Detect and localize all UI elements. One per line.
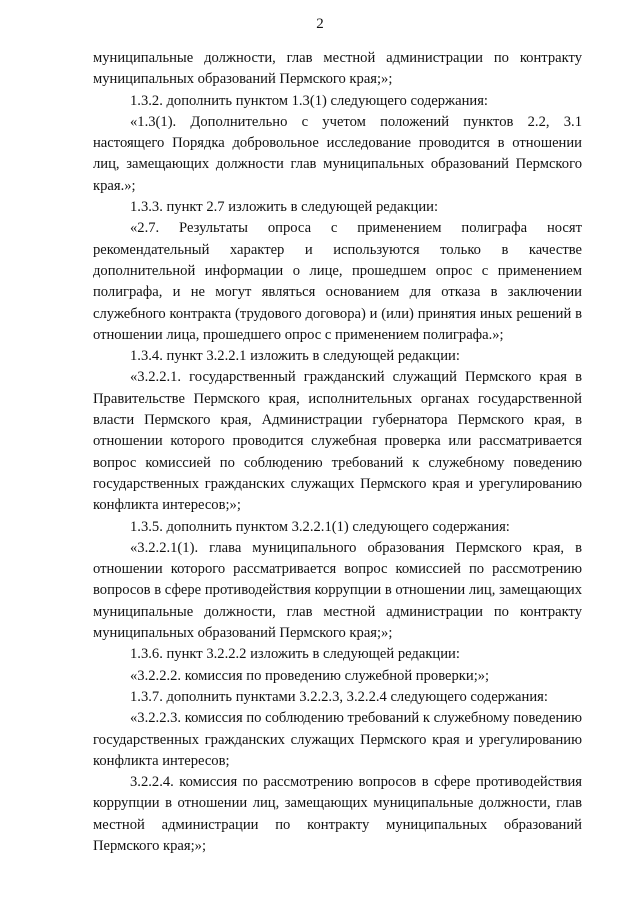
paragraph-quote-3-2-2-3: «3.2.2.3. комиссия по соблюдению требований к служебному поведению государственных гражданских служащих Пермского края и урегулированию конфликта интересов; (93, 710, 582, 769)
paragraph-quote-3-2-2-1-1: «3.2.2.1(1). глава муниципального образования Пермского края, в отношении которого рассматривается вопрос комиссией по рассмотрению вопросов в сфере противодействия коррупции в отношении лиц, замещающих муниципальные должности, глав местной администрации по контракту муниципальных образований Пермского края;»; (93, 539, 582, 642)
paragraph-quote-3-2-2-1: «3.2.2.1. государственный гражданский служащий Пермского края в Правительстве Пермского края, исполнительных органах государственной власти Пермского края, Администрации губернатора Пермского края, в отношении которого проводится служебная проверка или рассматривается вопрос комиссией по соблюдению требований к служебному поведению государственных гражданских служащих Пермского края и урегулированию конфликта интересов;»; (93, 369, 582, 514)
page-number: 2 (316, 16, 324, 32)
paragraph-1-3-7: 1.3.7. дополнить пунктами 3.2.2.3, 3.2.2.4 следующего содержания: (130, 688, 548, 705)
paragraph-3-2-2-4: 3.2.2.4. комиссия по рассмотрению вопросов в сфере противодействия коррупции в отношении лиц, замещающих муниципальные должности, глав местной администрации по контракту муниципальных образований Пермского края;»; (93, 774, 582, 854)
paragraph-quote-1-3-1: «1.3(1). Дополнительно с учетом положений пунктов 2.2, 3.1 настоящего Порядка добровольное исследование проводится в отношении лиц, замещающих должности глав муниципальных образований Пермского края.»; (93, 113, 582, 194)
paragraph-1-3-6: 1.3.6. пункт 3.2.2.2 изложить в следующей редакции: (130, 646, 460, 663)
paragraph-quote-2-7: «2.7. Результаты опроса с применением полиграфа носят рекомендательный характер и используются только в качестве дополнительной информации о лице, прошедшем опрос с применением полиграфа, и не могут являться основанием для отказа в заключении служебного контракта (трудового договора) и (или) принятия иных решений в отношении лица, прошедшего опрос с применением полиграфа.»; (93, 220, 582, 343)
paragraph-1-3-5: 1.3.5. дополнить пунктом 3.2.2.1(1) следующего содержания: (130, 518, 510, 535)
paragraph-1-3-4: 1.3.4. пункт 3.2.2.1 изложить в следующей редакции: (130, 348, 460, 365)
paragraph-1-3-3: 1.3.3. пункт 2.7 изложить в следующей редакции: (130, 199, 439, 216)
paragraph-quote-3-2-2-2: «3.2.2.2. комиссия по проведению служебной проверки;»; (130, 667, 490, 684)
paragraph-continuation: муниципальные должности, глав местной администрации по контракту муниципальных образований Пермского края;»; (93, 50, 582, 88)
paragraph-1-3-2: 1.3.2. дополнить пунктом 1.3(1) следующего содержания: (130, 92, 488, 109)
document-body (93, 48, 582, 857)
